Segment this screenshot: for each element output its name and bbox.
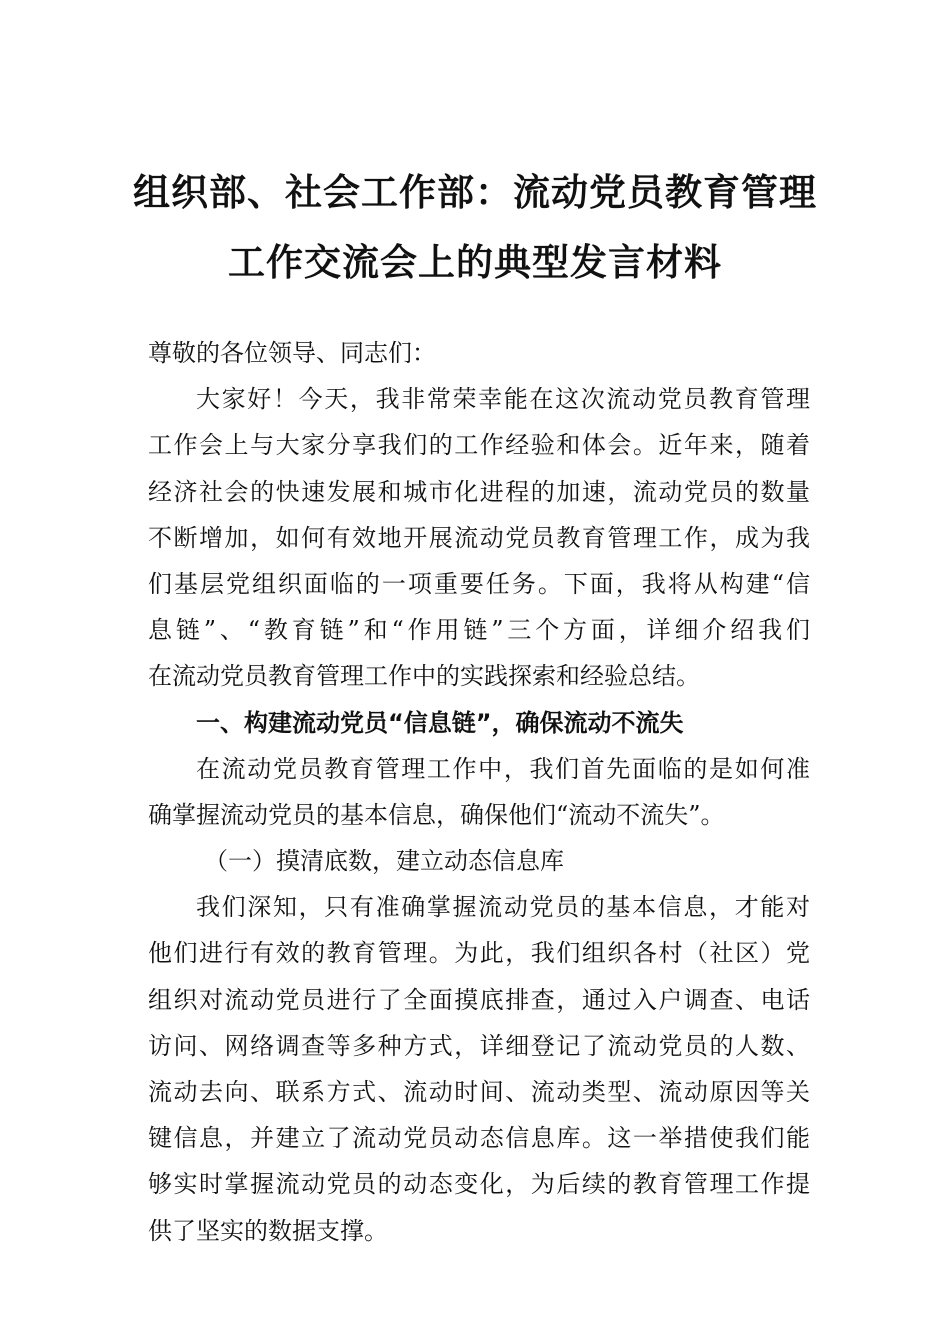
paragraph-line: 工作会上与大家分享我们的工作经验和体会。近年来，随着 [148, 431, 810, 460]
subsection-heading-1: （一）摸清底数，建立动态信息库 [204, 847, 564, 876]
section-1-paragraph [148, 746, 810, 838]
paragraph-line: 经济社会的快速发展和城市化进程的加速，流动党员的数量 [148, 477, 810, 506]
paragraph-line: 在流动党员教育管理工作中，我们首先面临的是如何准 [196, 754, 810, 783]
paragraph-line: 供了坚实的数据支撑。 [148, 1216, 388, 1245]
document-title-line-1: 组织部、社会工作部：流动党员教育管理 [133, 171, 817, 214]
paragraph-line: 确掌握流动党员的基本信息，确保他们“流动不流失”。 [148, 800, 725, 829]
salutation: 尊敬的各位领导、同志们： [148, 339, 436, 367]
paragraph-line: 们基层党组织面临的一项重要任务。下面，我将从构建“信 [148, 569, 810, 598]
paragraph-line: 大家好！今天，我非常荣幸能在这次流动党员教育管理 [196, 385, 810, 414]
document-title-line-2: 工作交流会上的典型发言材料 [228, 241, 722, 284]
paragraph-line: 组织对流动党员进行了全面摸底排查，通过入户调查、电话 [148, 985, 810, 1014]
subsection-1-paragraph [148, 884, 810, 1254]
paragraph-line: 键信息，并建立了流动党员动态信息库。这一举措使我们能 [148, 1124, 810, 1153]
paragraph-line: 够实时掌握流动党员的动态变化，为后续的教育管理工作提 [148, 1170, 810, 1199]
document-body [148, 330, 810, 1254]
intro-paragraph [148, 376, 810, 699]
paragraph-line: 在流动党员教育管理工作中的实践探索和经验总结。 [148, 662, 700, 691]
paragraph-line: 息链”、“教育链”和“作用链”三个方面，详细介绍我们 [148, 616, 810, 645]
paragraph-line: 我们深知，只有准确掌握流动党员的基本信息，才能对 [196, 893, 810, 922]
paragraph-line: 流动去向、联系方式、流动时间、流动类型、流动原因等关 [148, 1078, 810, 1106]
paragraph-line: 访问、网络调查等多种方式，详细登记了流动党员的人数、 [148, 1031, 810, 1060]
paragraph-line: 他们进行有效的教育管理。为此，我们组织各村（社区）党 [148, 939, 810, 968]
section-heading-1: 一、构建流动党员“信息链”，确保流动不流失 [196, 708, 684, 737]
paragraph-line: 不断增加，如何有效地开展流动党员教育管理工作，成为我 [148, 523, 810, 552]
